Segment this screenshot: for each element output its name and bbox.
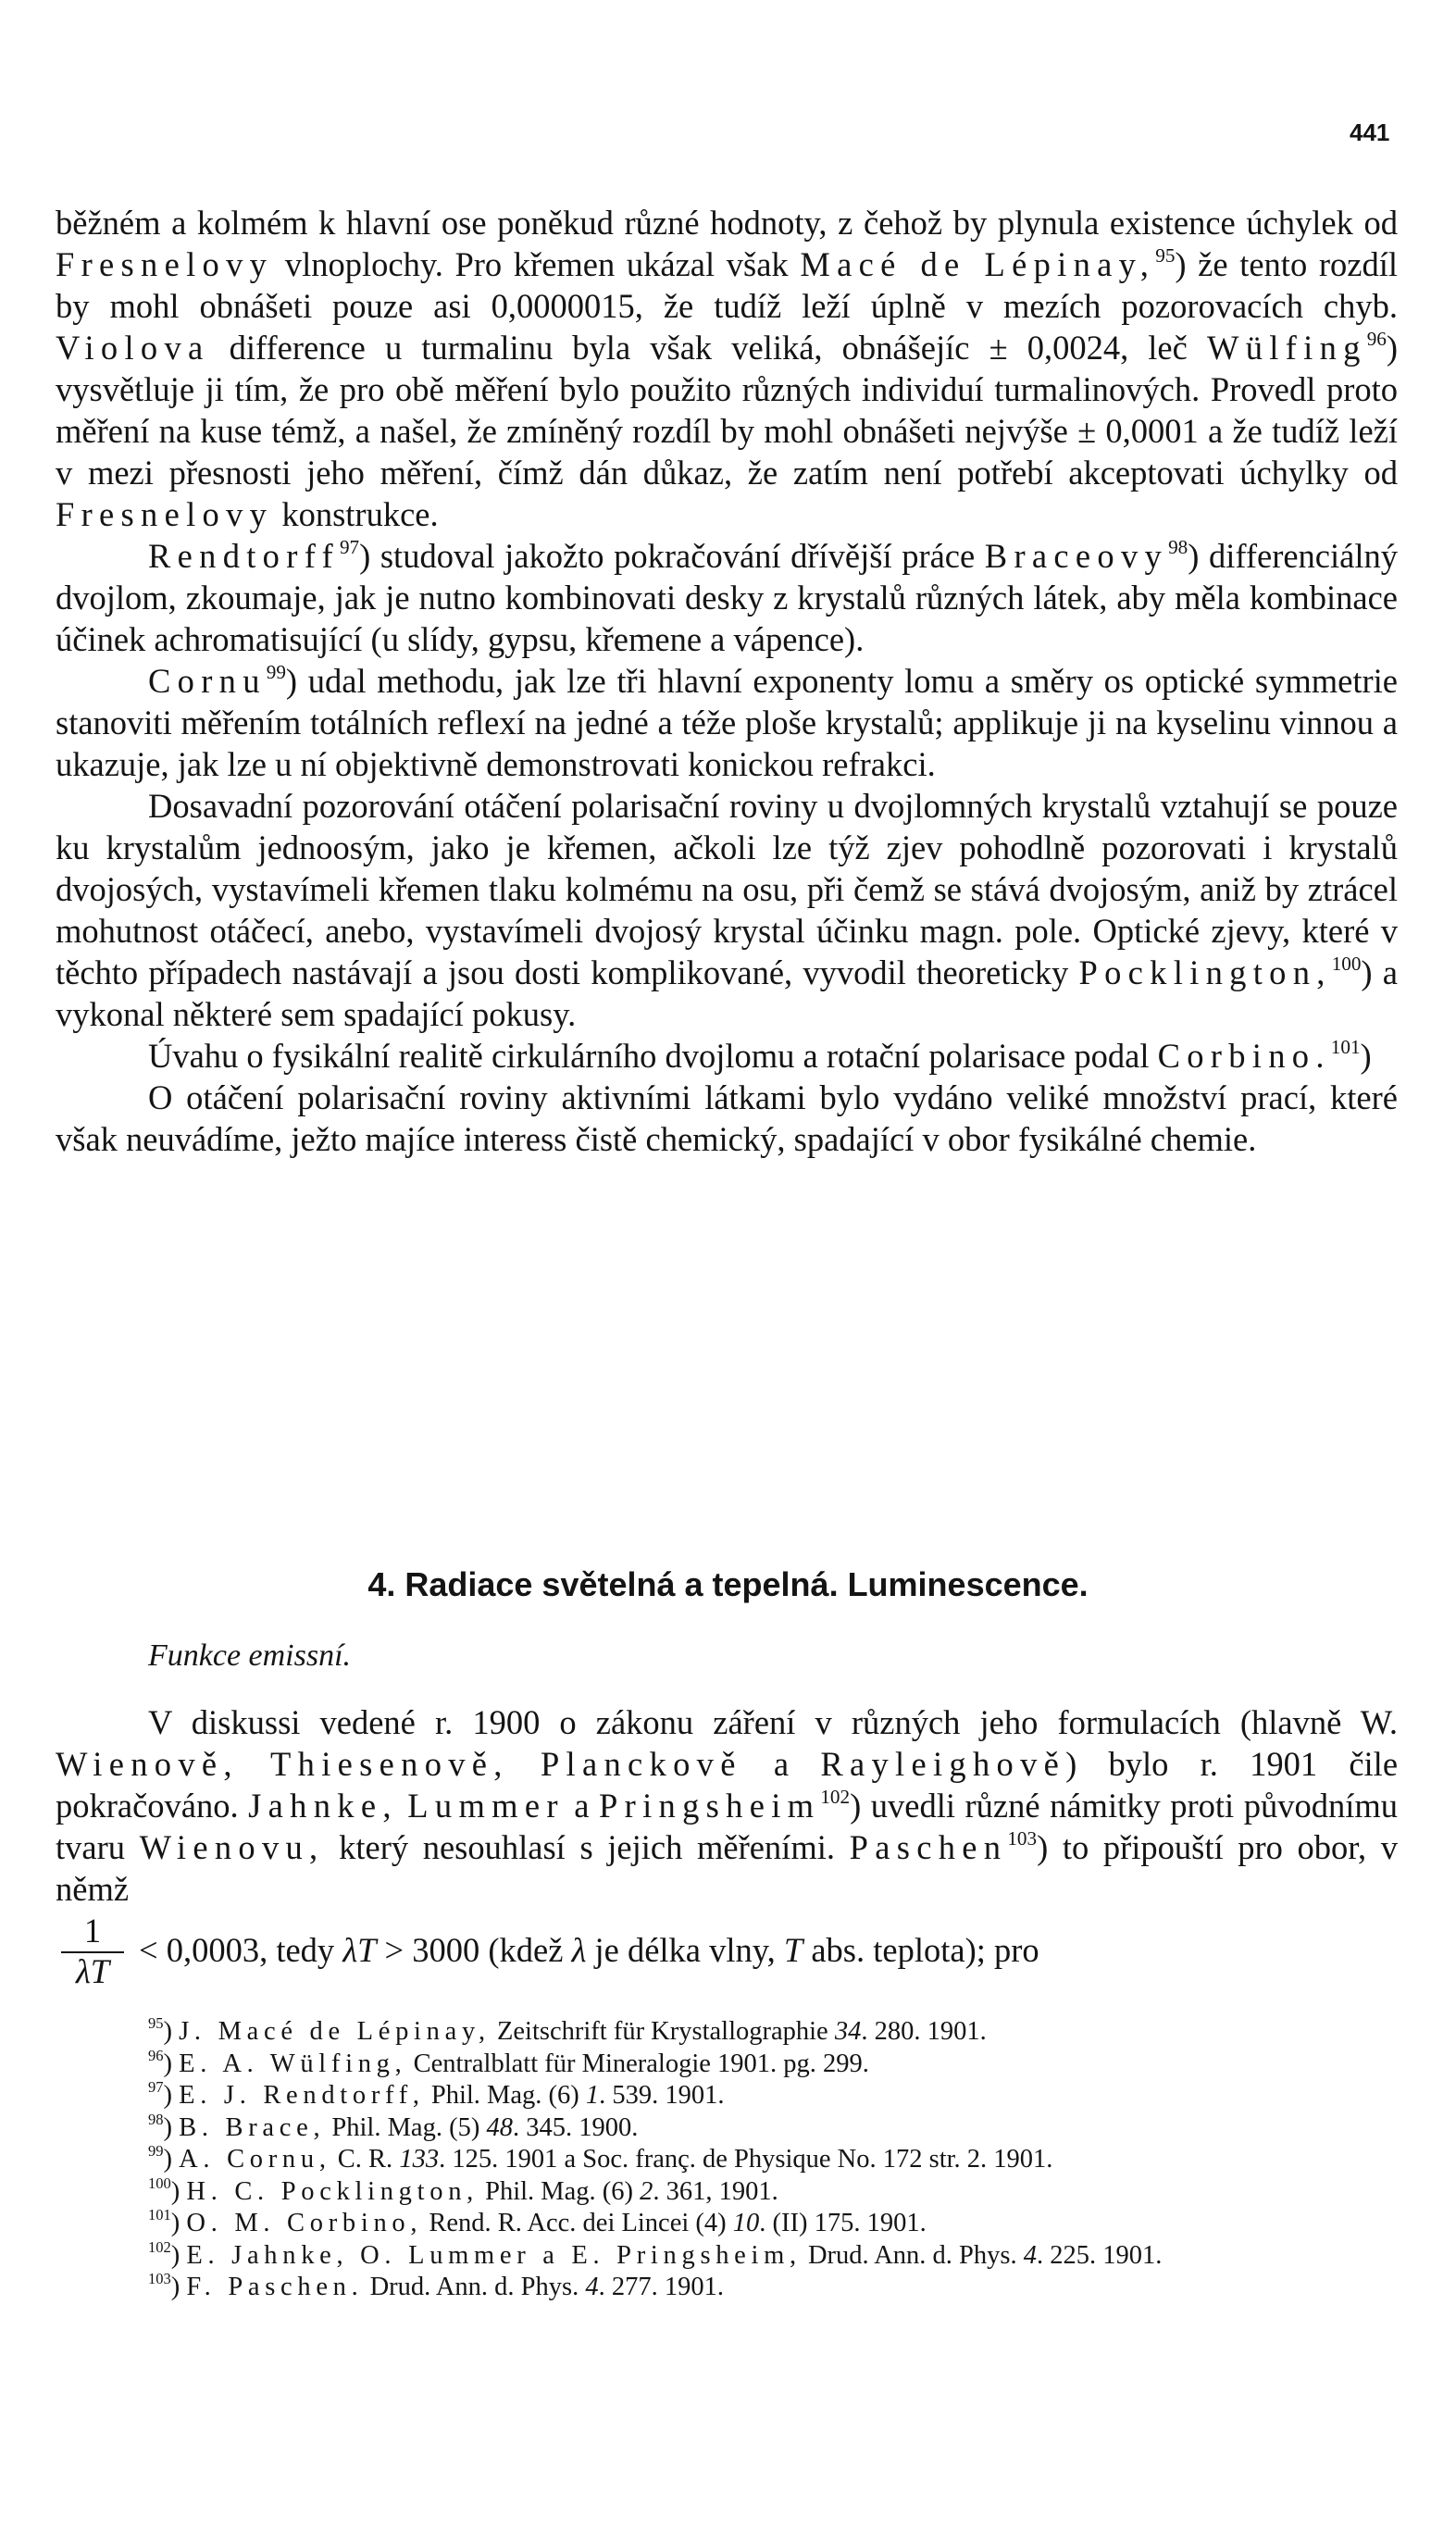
author-name: Violova <box>56 329 210 367</box>
text-run: O otáčení polarisační roviny aktivními látkami bylo vydáno veliké množství prací, které však neuvádíme, ježto majíce interess čistě chemický, spadající v obor fysikálné chemie. <box>56 1078 1398 1158</box>
footnote-text: Phil. Mag. (6) <box>478 2176 641 2206</box>
paragraph-2 <box>56 535 1398 660</box>
paragraph-5 <box>56 1035 1398 1077</box>
footnote-text: Drud. Ann. d. Phys. <box>363 2273 586 2301</box>
footnote-author: H. C. Pocklington, <box>186 2176 479 2206</box>
paragraph-4 <box>56 785 1398 1035</box>
footnote-text: . 280. 1901. <box>861 2017 987 2046</box>
footnote-ref: 103 <box>1007 1826 1038 1850</box>
footnote-number: 98 <box>148 2110 164 2128</box>
text-run: konstrukce. <box>273 495 439 533</box>
footnote-number: 101 <box>148 2206 171 2224</box>
footnote: $^{100}$) H. C. Pocklington, Phil. Mag. (6) 2. 361, 1901. <box>148 2174 778 2206</box>
text-run: ) uvedli různé námitky proti původnímu tvaru <box>56 1787 1399 1866</box>
text-run: běžném a kolmém k hlavní ose poněkud různé hodnoty, z čehož by plynula existence úchylek od <box>56 204 1398 242</box>
footnote-author: E. A. Wülfing, <box>179 2049 407 2078</box>
text-run: ) studoval jakožto pokračování dřívější práce <box>359 537 985 575</box>
author-name: Fresnelovy <box>56 245 274 283</box>
footnote-text: Rend. R. Acc. dei Lincei (4) <box>422 2209 733 2237</box>
footnote-author: B. Brace, <box>179 2112 326 2142</box>
subheading: Funkce emissní. <box>148 1638 352 1673</box>
footnote: $^{103}$) F. Paschen. Drud. Ann. d. Phys. 4. 277. 1901. <box>148 2270 724 2301</box>
text-run: Dosavadní pozorování otáčení polarisační roviny u dvojlomných krystalů vztahují se pouze ku krystalům jednoosým, jako je křemen, ačkoli lze týž zjev pohodlně pozorovati i krystalů dvojosých, vystavímeli křemen tlaku kolmému na osu, při čemž se stává dvojosým, aniž by ztrácel mohutnost otáčecí, anebo, vystavímeli dvojosý krystal účinku magn. pole. Optické zjevy, které v těchto případech nastávají a jsou dosti komplikované, vyvodil theoreticky <box>56 787 1398 991</box>
footnote-text: . (II) 175. 1901. <box>759 2209 927 2237</box>
text-run: abs. teplota); pro <box>803 1931 1039 1969</box>
text-run: < 0,0003, tedy <box>139 1931 343 1969</box>
paragraph-3 <box>56 660 1398 785</box>
author-name: Fresnelovy <box>56 495 274 533</box>
footnote: $^{95}$) J. Macé de Lépinay, Zeitschrift für Krystallographie 34. 280. 1901. <box>148 2014 987 2046</box>
math-symbol: T <box>783 1931 803 1969</box>
footnote-ref: 102 <box>820 1785 851 1808</box>
formula-line <box>56 1912 1398 1990</box>
author-name: Wienově, <box>56 1745 239 1783</box>
footnote-number: 97 <box>148 2078 164 2097</box>
text-run: ) bylo r. 1901 čile pokračováno. <box>56 1745 1399 1825</box>
footnotes <box>56 2016 1398 2304</box>
author-name: Paschen <box>849 1828 1008 1866</box>
footnote-author: F. Paschen. <box>186 2273 364 2301</box>
footnote-author: A. Cornu, <box>179 2145 331 2174</box>
author-name: Corbino. <box>1157 1037 1331 1075</box>
footnote-ref: 95 <box>1155 243 1176 267</box>
footnote-volume: 4 <box>585 2273 599 2301</box>
paragraph-1 <box>56 202 1398 535</box>
author-name: Braceovy <box>984 537 1169 575</box>
formula-text <box>139 1929 1398 1971</box>
footnote-text: . 125. 1901 a Soc. franç. de Physique No. 172 str. 2. 1901. <box>439 2145 1053 2174</box>
author-name: Rendtorff <box>148 537 340 575</box>
footnote: $^{101}$) O. M. Corbino, Rend. R. Acc. dei Lincei (4) 10. (II) 175. 1901. <box>148 2206 927 2237</box>
math-symbol: λT <box>342 1931 377 1969</box>
paragraph-7 <box>56 1701 1398 1910</box>
footnote-author: J. Macé de Lépinay, <box>179 2017 491 2046</box>
section-text <box>56 1701 1398 1910</box>
author-name: Wülfing <box>1206 329 1367 367</box>
footnote-text: Drud. Ann. d. Phys. <box>801 2240 1024 2270</box>
footnote-ref: 100 <box>1331 952 1362 975</box>
fraction-numerator: 1 <box>83 1912 102 1950</box>
footnote-text: Zeitschrift für Krystallographie <box>490 2017 835 2046</box>
footnote-author: E. Jahnke, O. Lummer a E. Pringsheim, <box>186 2240 802 2270</box>
author-name: Lummer <box>407 1787 565 1825</box>
footnote: $^{97}$) E. J. Rendtorff, Phil. Mag. (6) 1. 539. 1901. <box>148 2078 725 2110</box>
text-run: který nesouhlasí s jejich měřeními. <box>324 1828 850 1866</box>
text-run: ) <box>1360 1037 1372 1075</box>
footnote-text: . 225. 1901. <box>1037 2240 1163 2270</box>
footnote-text: Centralblatt für Mineralogie 1901. pg. 299. <box>406 2049 869 2078</box>
footnote-volume: 133 <box>399 2145 440 2174</box>
footnote-volume: 48 <box>486 2112 513 2142</box>
text-run: vlnoplochy. Pro křemen ukázal však <box>273 245 801 283</box>
footnote-ref: 98 <box>1168 535 1188 558</box>
footnote-text: C. R. <box>330 2145 400 2174</box>
author-name: Macé de Lépinay, <box>800 245 1156 283</box>
text-run: ) a vykonal některé sem spadající pokusy. <box>56 953 1399 1033</box>
fraction <box>56 1912 130 1988</box>
footnote-ref: 97 <box>339 535 360 558</box>
footnote-text: . 361, 1901. <box>653 2176 778 2206</box>
footnote-ref: 99 <box>266 660 286 683</box>
text-run: ) vysvětluje ji tím, že pro obě měření bylo použito různých individuí turmalinových. Provedl proto měření na kuse témž, a našel, že zmíněný rozdíl by mohl obnášeti nejvýše ± 0,0001 a že tudíž leží v mezi přesnosti jeho měření, čímž dán důkaz, že zatím není potřebí akceptovati úchylky od <box>56 329 1398 492</box>
text-run: Úvahu o fysikální realitě cirkulárního dvojlomu a rotační polarisace podal <box>148 1037 1158 1075</box>
footnote-number: 100 <box>148 2174 171 2192</box>
text-run: V diskussi vedené r. 1900 o zákonu záření v různých jeho formulacích (hlavně W. <box>148 1703 1398 1741</box>
author-name: Wienovu, <box>139 1828 325 1866</box>
author-name: Jahnke, <box>248 1787 398 1825</box>
footnote: $^{96}$) E. A. Wülfing, Centralblatt für Mineralogie 1901. pg. 299. <box>148 2046 869 2078</box>
footnote-author: O. M. Corbino, <box>186 2209 423 2237</box>
text-run: ) udal methodu, jak lze tři hlavní exponenty lomu a směry os optické symmetrie stanoviti měřením totálních reflexí na jedné a téže ploše krystalů; applikuje ji na kyselinu vinnou a ukazuje, jak lze u ní objektivně demonstrovati konickou refrakci. <box>56 662 1398 783</box>
text-run: ) differenciálný dvojlom, zkoumaje, jak je nutno kombinovati desky z krystalů různých látek, aby měla kombinace účinek achromatisující (u slídy, gypsu, křemene a vápence). <box>56 537 1398 658</box>
author-name: Pocklington, <box>1078 953 1332 991</box>
footnote-text: . 345. 1900. <box>512 2112 639 2142</box>
author-name: Planckově <box>540 1745 742 1783</box>
footnote: $^{99}$) A. Cornu, C. R. 133. 125. 1901 a Soc. franç. de Physique No. 172 str. 2. 1901. <box>148 2142 1053 2174</box>
footnote-number: 103 <box>148 2270 171 2288</box>
footnote-ref: 101 <box>1330 1035 1361 1058</box>
footnote-volume: 1 <box>585 2081 600 2110</box>
text-run: a <box>741 1745 821 1783</box>
author-name: Rayleighově <box>820 1745 1066 1783</box>
footnote: $^{98}$) B. Brace, Phil. Mag. (5) 48. 345. 1900. <box>148 2110 639 2142</box>
footnote-text: . 539. 1901. <box>599 2081 725 2110</box>
footnote-volume: 4 <box>1023 2240 1037 2270</box>
footnote-number: 102 <box>148 2237 171 2256</box>
author-name: Thiesenově, <box>270 1745 509 1783</box>
text-run: je délka vlny, <box>586 1931 784 1969</box>
author-name: Cornu <box>148 662 267 700</box>
text-run: ) že tento rozdíl by mohl obnášeti pouze asi 0,0000015, že tudíž leží úplně v mezích pozorovacích chyb. <box>56 245 1398 325</box>
text-run: > 3000 (kdež <box>376 1931 572 1969</box>
section-heading: 4. Radiace světelná a tepelná. Luminescence. <box>367 1565 1089 1603</box>
footnote-number: 95 <box>148 2014 164 2033</box>
footnote-ref: 96 <box>1366 327 1387 350</box>
text-run: difference u turmalinu byla však veliká, obnášejíc ± 0,0024, leč <box>209 329 1207 367</box>
footnote-volume: 2 <box>640 2176 653 2206</box>
footnote-volume: 34 <box>834 2017 862 2046</box>
text-run: a <box>564 1787 600 1825</box>
math-symbol: λ <box>571 1931 587 1969</box>
footnote-text: Phil. Mag. (6) <box>424 2081 586 2110</box>
footnote-text: . 277. 1901. <box>598 2273 724 2301</box>
fraction-denominator: λT <box>75 1952 110 1990</box>
footnote-text: Phil. Mag. (5) <box>325 2112 487 2142</box>
page-number: 441 <box>1350 118 1390 146</box>
text-run: ) to připouští pro obor, v němž <box>56 1828 1398 1908</box>
footnote-number: 96 <box>148 2046 164 2064</box>
footnote: $^{102}$) E. Jahnke, O. Lummer a E. Pringsheim, Drud. Ann. d. Phys. 4. 225. 1901. <box>148 2237 1163 2270</box>
footnote-volume: 10 <box>732 2209 760 2237</box>
footnote-number: 99 <box>148 2142 164 2161</box>
author-name: Pringsheim <box>599 1787 821 1825</box>
main-text <box>56 202 1398 1160</box>
paragraph-6 <box>56 1077 1398 1160</box>
footnote-author: E. J. Rendtorff, <box>179 2081 425 2110</box>
